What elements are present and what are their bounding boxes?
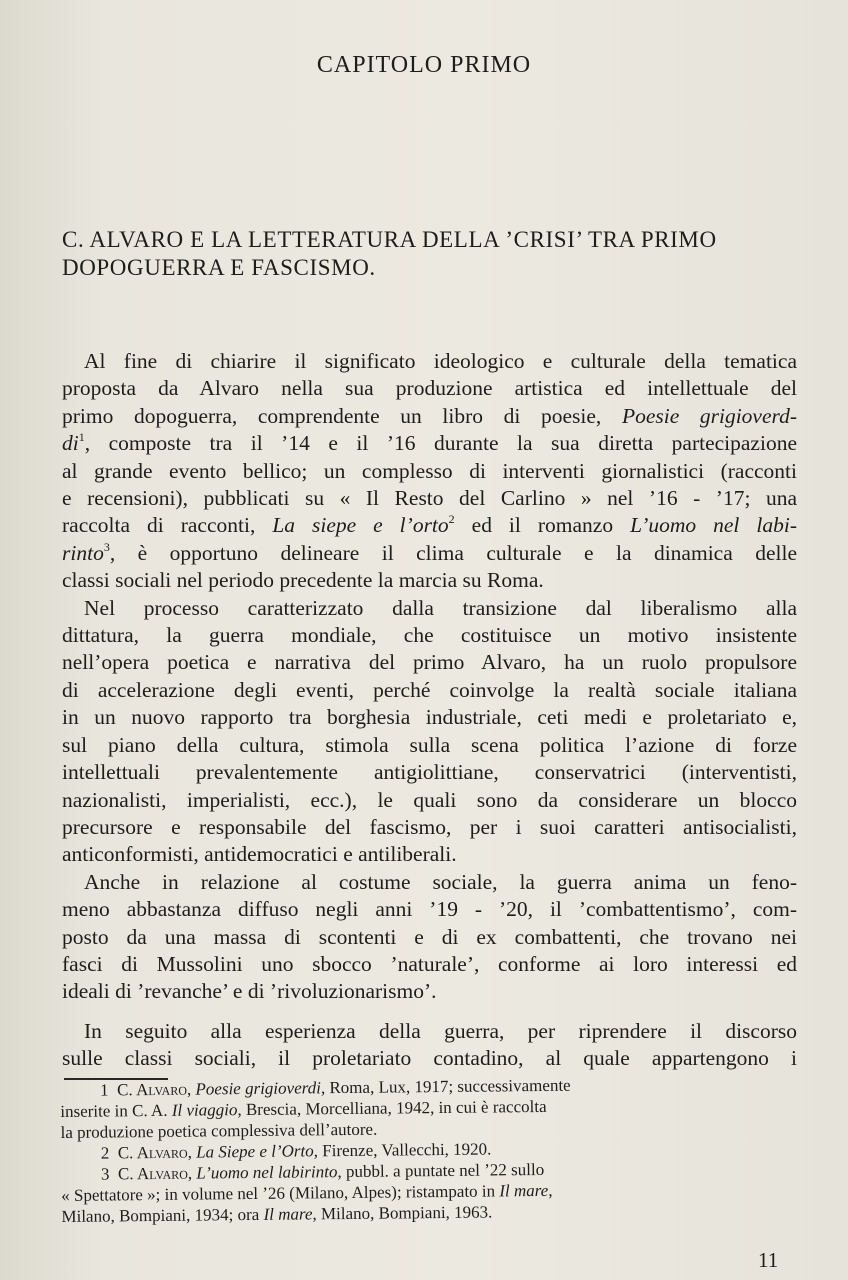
footnote-line: inserite in C. A. Il viaggio, Brescia, Morcelliana, 1942, in cui è raccolta — [60, 1096, 547, 1121]
text-line: e recensioni), pubblicati su « Il Resto del Carlino » nel ’16 - ’17; una — [62, 486, 797, 511]
footnote: 2 C. Alvaro, La Siepe e l’Orto, Firenze, Vallecchi, 1920. — [100, 1139, 492, 1163]
text-line: sulle classi sociali, il proletariato contadino, al quale appartengono i — [62, 1046, 797, 1071]
italic-title: Poesie grigioverd- — [621, 403, 798, 428]
text-line: di accelerazione degli eventi, perché coinvolge la realtà sociale italiana — [62, 677, 797, 702]
text-line: dittatura, la guerra mondiale, che costituisce un motivo insistente — [62, 623, 797, 648]
footnote-line: Milano, Bompiani, 1934; ora Il mare, Milano, Bompiani, 1963. — [61, 1202, 493, 1226]
footnote-line: « Spettatore »; in volume nel ’26 (Milano, Alpes); ristampato in Il mare, — [61, 1180, 553, 1205]
text-line: primo dopoguerra, comprendente un libro di poesie, Poesie grigioverd- — [62, 403, 798, 428]
footnote-line: la produzione poetica complessiva dell’autore. — [60, 1119, 378, 1142]
footnote-ref: 1 — [78, 430, 85, 445]
text-line: meno abbastanza diffuso negli anni ’19 - ’20, il ’combattentismo’, com- — [62, 897, 797, 922]
chapter-heading: CAPITOLO PRIMO — [316, 52, 532, 78]
text-line: intellettuali prevalentemente antigiolittiane, conservatrici (interventisti, — [62, 760, 797, 785]
footnote: 1 C. Alvaro, Poesie grigioverdi, Roma, Lux, 1917; successivamente — [100, 1075, 571, 1100]
section-title-line: DOPOGUERRA E FASCISMO. — [62, 255, 376, 280]
text-line: al grande evento bellico; un complesso di interventi giornalistici (racconti — [62, 458, 797, 483]
body-text — [62, 348, 797, 1073]
text-line: Anche in relazione al costume sociale, la guerra anima un feno- — [84, 869, 797, 894]
text-line: classi sociali nel periodo precedente la marcia su Roma. — [62, 568, 544, 593]
text-line: $di^1$, composte tra il ’14 e il ’16 durante la sua diretta partecipazione — [62, 430, 797, 456]
italic-title: La siepe e l’orto — [272, 513, 449, 538]
text-line: posto da una massa di scontenti e di ex combattenti, che trovano nei — [62, 924, 797, 949]
footnotes — [60, 1072, 801, 1227]
text-line: In seguito alla esperienza della guerra, per riprendere il discorso — [84, 1018, 797, 1043]
text-line: sul piano della cultura, stimola sulla scena politica l’azione di forze — [62, 732, 797, 757]
text-line: anticonformisti, antidemocratici e antiliberali. — [62, 842, 457, 867]
text-line: fasci di Mussolini uno sbocco ’naturale’, conforme ai loro interessi ed — [62, 951, 797, 976]
footnote-ref: 2 — [448, 512, 455, 527]
text-line: rinto$^3$, è opportuno delineare il clima culturale e la dinamica delle — [62, 539, 797, 565]
section-title — [62, 226, 792, 282]
text-line: nazionalisti, imperialisti, ecc.), le quali sono da considerare un blocco — [62, 787, 797, 812]
italic-title: L’uomo nel labi- — [630, 513, 797, 538]
footnote-ref: 3 — [103, 539, 110, 554]
text-line: nell’opera poetica e narrativa del primo Alvaro, ha un ruolo propulsore — [62, 650, 797, 675]
text-line: precursore e responsabile del fascismo, per i suoi caratteri antisocialisti, — [62, 814, 797, 839]
text-line: proposta da Alvaro nella sua produzione artistica ed intellettuale del — [62, 376, 797, 401]
page-number: 11 — [758, 1248, 779, 1272]
text-line: in un nuovo rapporto tra borghesia industriale, ceti medi e proletariato e, — [62, 705, 797, 730]
footnote: 3 C. Alvaro, L’uomo nel labirinto, pubbl. a puntate nel ’22 sullo — [100, 1159, 545, 1184]
text-line: Al fine di chiarire il significato ideologico e culturale della tematica — [84, 349, 797, 373]
text-line: ideali di ’revanche’ e di ’rivoluzionarismo’. — [62, 979, 437, 1004]
section-title-line: C. ALVARO E LA LETTERATURA DELLA ’CRISI’ TRA PRIMO — [62, 227, 717, 252]
text-line: Nel processo caratterizzato dalla transizione dal liberalismo alla — [84, 595, 797, 620]
text-line: raccolta di racconti, La siepe e l’orto$^2$ ed il romanzo L’uomo nel labi- — [62, 512, 797, 538]
